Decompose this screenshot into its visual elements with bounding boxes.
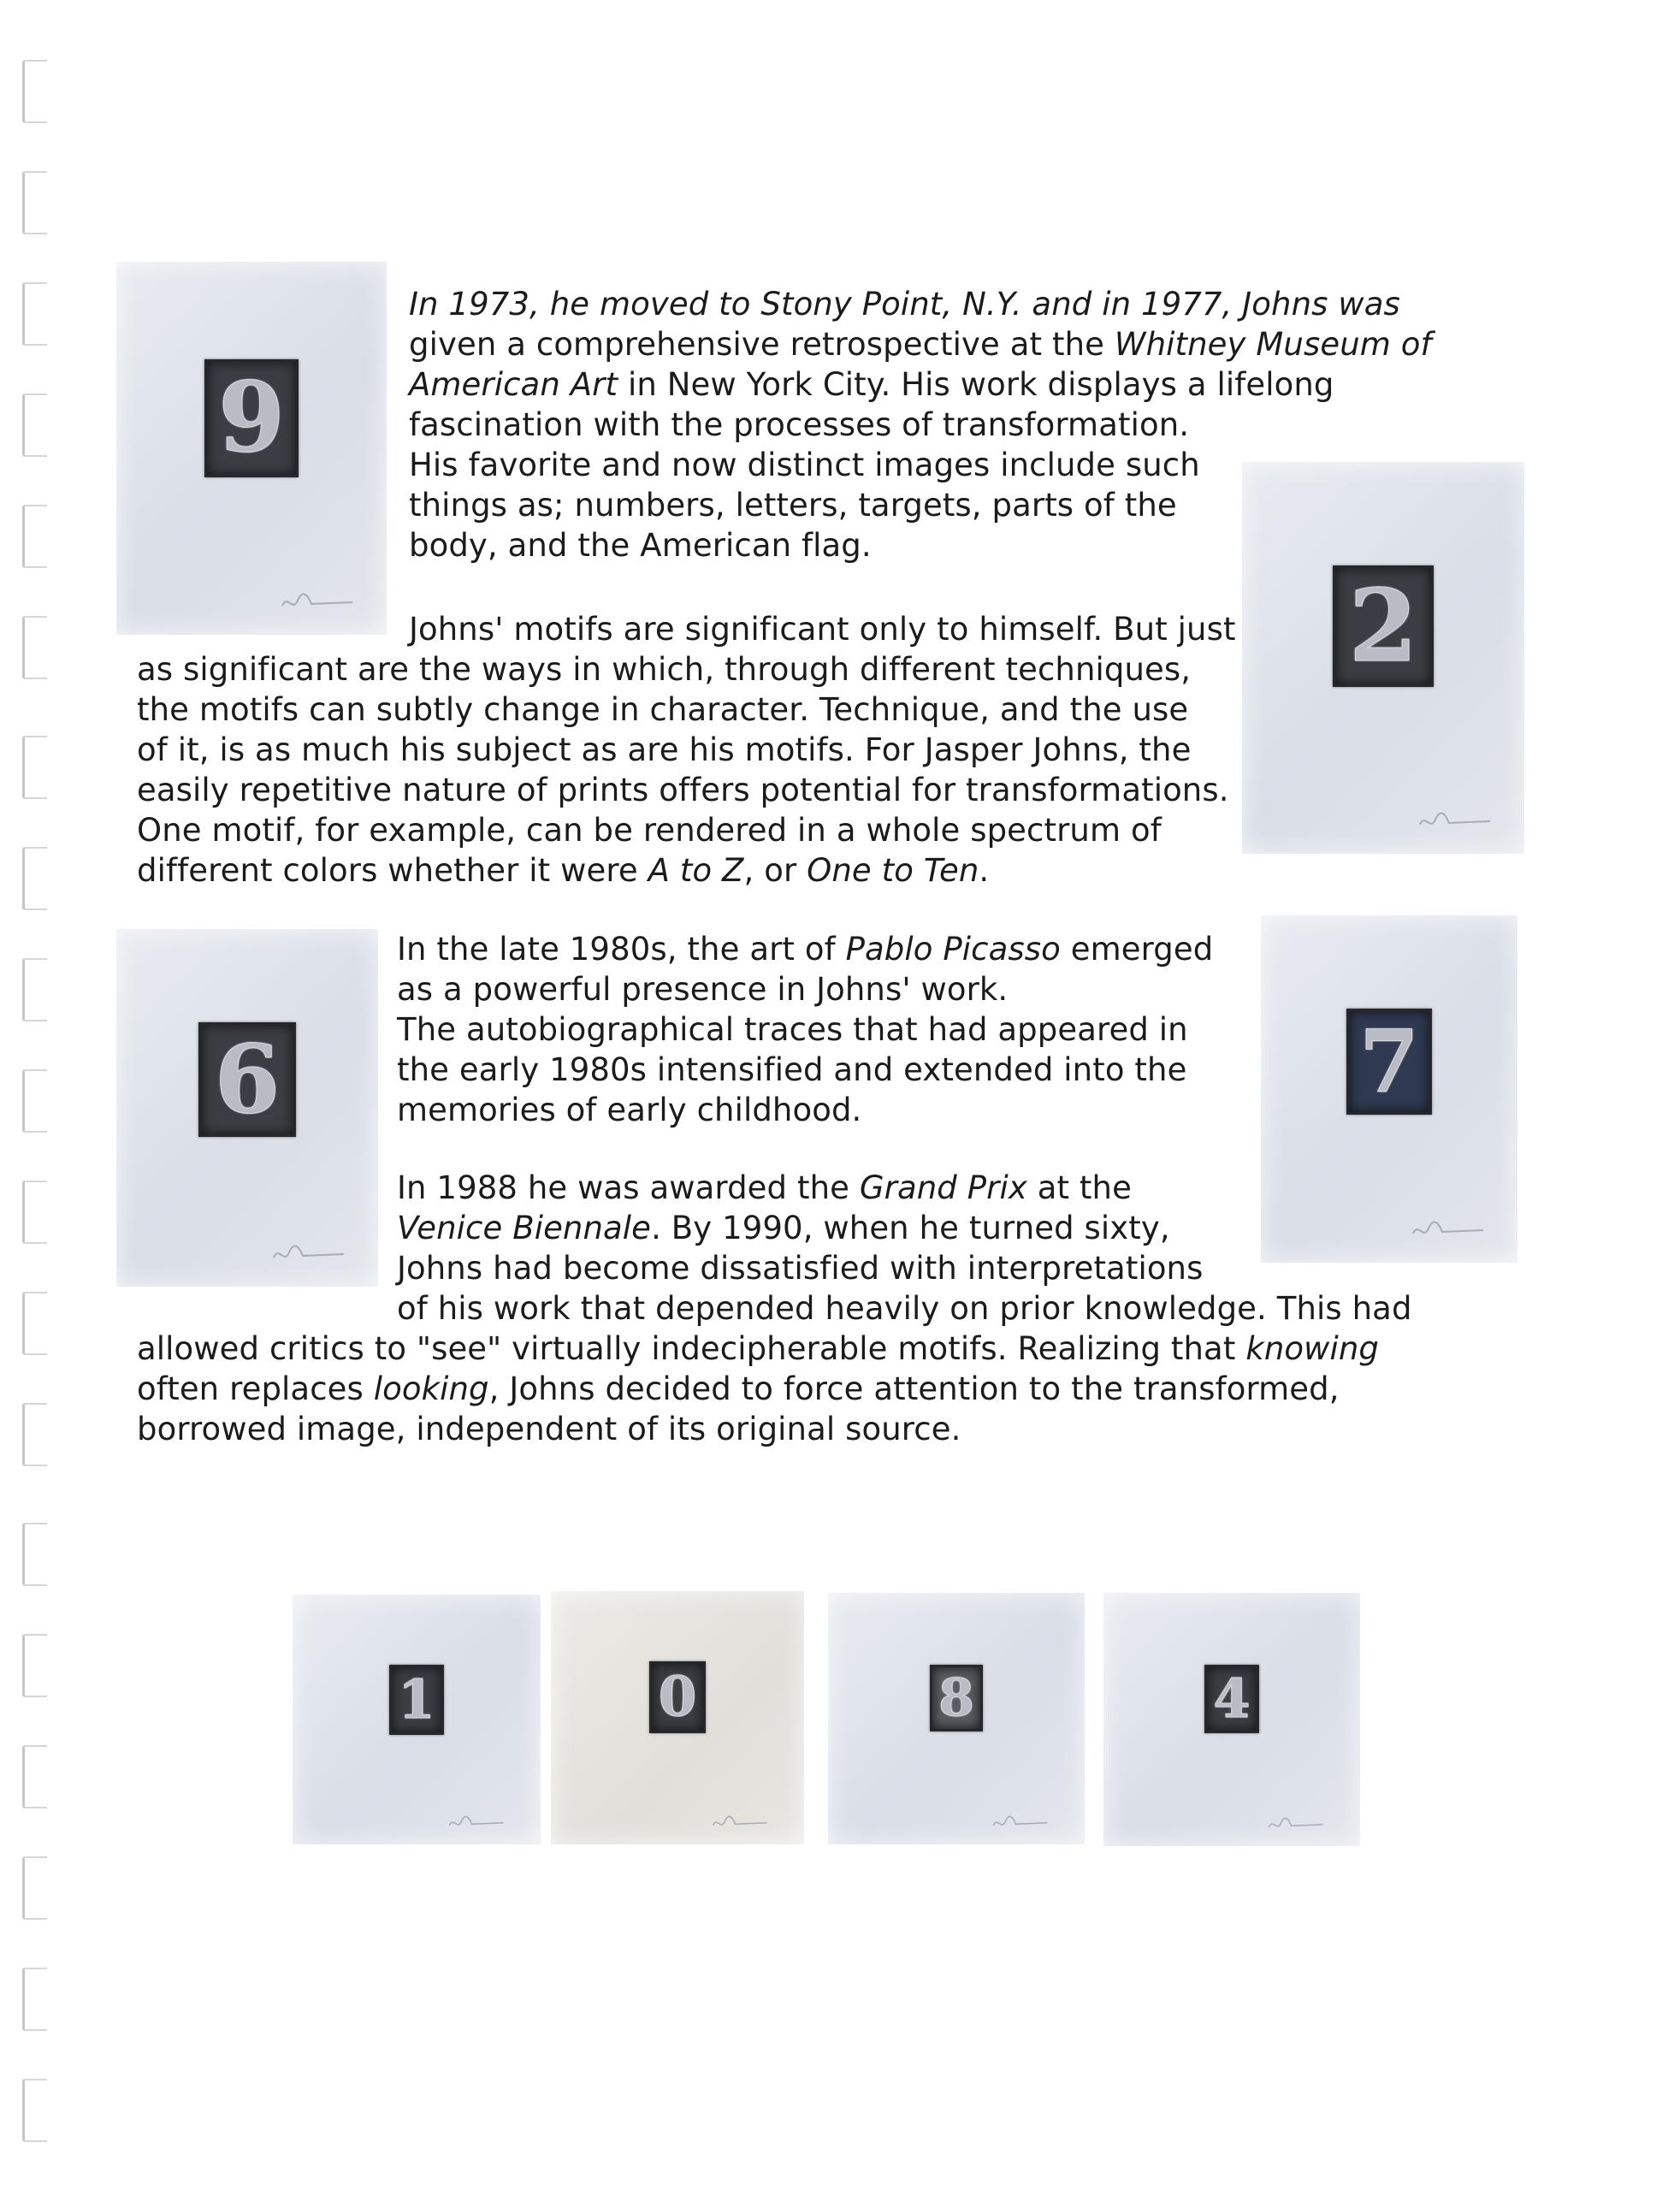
text-line <box>409 364 1432 405</box>
binding-mark <box>22 1856 47 1920</box>
numeral-plate <box>1204 1665 1259 1733</box>
signature-mark <box>991 1814 1050 1831</box>
print-image-0 <box>551 1591 804 1844</box>
text-line <box>137 1329 1379 1369</box>
text-line <box>137 1369 1379 1409</box>
text-line <box>137 850 1229 891</box>
text-line: His favorite and now distinct images include such <box>409 447 1200 483</box>
numeral-plate <box>1346 1009 1432 1115</box>
italic-text: Pablo Picasso <box>845 931 1061 968</box>
paragraph-2 <box>137 649 1229 891</box>
signature-mark <box>279 590 356 613</box>
text-line: as a powerful presence in Johns' work. <box>397 971 1009 1008</box>
italic-text: In 1973, he moved to Stony Point, N.Y. and in 1977, Johns was <box>409 286 1400 323</box>
text-line <box>409 324 1432 364</box>
paragraph-3 <box>397 929 1213 1130</box>
signature-mark <box>270 1242 347 1264</box>
numeral: 1 <box>398 1667 435 1731</box>
numeral-plate <box>649 1661 706 1733</box>
text-span: different colors whether it were <box>137 852 648 889</box>
binding-mark <box>22 60 47 123</box>
print-image-6 <box>116 929 378 1287</box>
print-image-9 <box>116 262 387 635</box>
binding-mark <box>22 1403 47 1466</box>
text-line: of it, is as much his subject as are his motifs. For Jasper Johns, the <box>137 731 1192 768</box>
binding-mark <box>22 958 47 1021</box>
print-image-1 <box>293 1595 541 1844</box>
text-line <box>409 284 1432 324</box>
italic-text: Whitney Museum <box>1114 326 1391 363</box>
binding-mark <box>22 394 47 457</box>
italic-text: looking <box>373 1370 489 1407</box>
text-line: body, and the American flag. <box>409 527 872 564</box>
numeral: 0 <box>658 1665 697 1730</box>
text-span: . <box>979 852 990 889</box>
text-line: of his work that depended heavily on prior knowledge. This had <box>397 1290 1412 1327</box>
text-line: Johns' motifs are significant only to himself. But just <box>409 611 1236 648</box>
text-line: fascination with the processes of transformation. <box>409 406 1190 443</box>
binding-mark <box>22 282 47 346</box>
print-image-8 <box>828 1593 1085 1844</box>
numeral-plate <box>389 1665 444 1735</box>
italic-text: A to Z <box>648 852 744 889</box>
italic-text: American Art <box>409 366 618 403</box>
text-span: given a comprehensive retrospective at the <box>409 326 1115 363</box>
text-span: allowed critics to "see" virtually indecipherable motifs. Realizing that <box>137 1330 1246 1367</box>
paragraph-4 <box>397 1168 1203 1288</box>
text-line: the early 1980s intensified and extended into the <box>397 1051 1187 1088</box>
text-line: Johns had become dissatisfied with interpretations <box>397 1250 1204 1287</box>
binding-mark <box>22 1634 47 1697</box>
text-span: In the late 1980s, the art of <box>397 931 846 968</box>
text-line: memories of early childhood. <box>397 1092 862 1128</box>
italic-text: Grand Prix <box>859 1169 1027 1206</box>
binding-mark <box>22 171 47 234</box>
italic-text: One to Ten <box>807 852 979 889</box>
text-line: borrowed image, independent of its original source. <box>137 1411 961 1447</box>
signature-mark <box>1266 1815 1326 1832</box>
text-span: at the <box>1026 1169 1132 1206</box>
text-span: in New York City. His work displays a lifelong <box>618 366 1334 403</box>
text-line: things as; numbers, letters, targets, parts of the <box>409 487 1177 524</box>
numeral: 6 <box>214 1023 281 1134</box>
text-line: the motifs can subtly change in character. Technique, and the use <box>137 691 1189 728</box>
text-span: . By 1990, when he turned sixty, <box>651 1210 1170 1246</box>
text-line: as significant are the ways in which, through different techniques, <box>137 651 1192 688</box>
signature-mark <box>1410 1218 1487 1240</box>
numeral-plate <box>204 359 299 477</box>
binding-mark <box>22 1968 47 2031</box>
text-line <box>397 1208 1203 1248</box>
numeral: 8 <box>938 1668 974 1729</box>
paragraph-4-wide <box>137 1329 1379 1449</box>
numeral-plate <box>930 1665 983 1731</box>
text-line: easily repetitive nature of prints offers potential for transformations. <box>137 772 1229 808</box>
italic-text: of <box>1390 326 1432 363</box>
print-image-7 <box>1261 915 1517 1263</box>
binding-mark <box>22 505 47 568</box>
binding-mark <box>22 1292 47 1355</box>
numeral: 9 <box>218 362 285 475</box>
binding-mark <box>22 1523 47 1586</box>
text-line: The autobiographical traces that had appeared in <box>397 1011 1188 1048</box>
binding-mark <box>22 1181 47 1244</box>
binding-mark <box>22 616 47 679</box>
binding-mark <box>22 736 47 799</box>
numeral: 7 <box>1359 1010 1419 1112</box>
text-span: emerged <box>1060 931 1214 968</box>
signature-mark <box>1417 809 1494 832</box>
paragraph-4-continued <box>397 1288 1412 1329</box>
binding-mark <box>22 1069 47 1133</box>
text-line <box>397 1168 1203 1208</box>
print-image-4 <box>1103 1593 1360 1846</box>
numeral-plate <box>1333 565 1434 687</box>
text-span: often replaces <box>137 1370 374 1407</box>
text-span: In 1988 he was awarded the <box>397 1169 860 1206</box>
text-line <box>397 929 1213 969</box>
text-line: One motif, for example, can be rendered in a whole spectrum of <box>137 812 1162 849</box>
binding-mark <box>22 1745 47 1808</box>
paragraph-1 <box>409 284 1432 565</box>
numeral-plate <box>198 1022 296 1137</box>
binding-mark <box>22 2079 47 2142</box>
paragraph-2-first-line <box>409 609 1236 649</box>
numeral: 2 <box>1348 568 1418 685</box>
italic-text: Venice Biennale <box>397 1210 652 1246</box>
text-span: , or <box>743 852 807 889</box>
signature-mark <box>710 1814 770 1831</box>
italic-text: knowing <box>1245 1330 1380 1367</box>
numeral: 4 <box>1213 1667 1251 1731</box>
binding-mark <box>22 847 47 910</box>
text-span: , Johns decided to force attention to the transformed, <box>488 1370 1340 1407</box>
signature-mark <box>447 1814 506 1831</box>
